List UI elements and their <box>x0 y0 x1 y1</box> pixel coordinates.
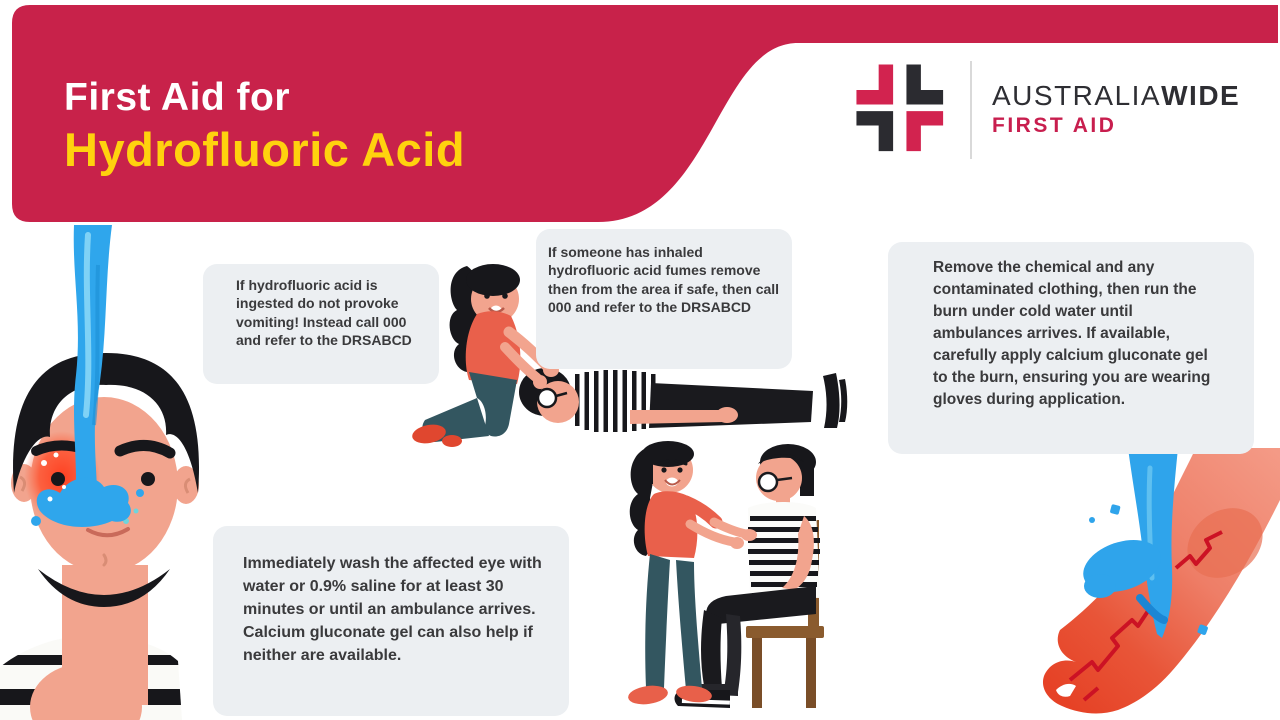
lying-man <box>519 368 847 432</box>
instruction-card-ingestion <box>203 264 439 384</box>
brand-name-bold: WIDE <box>1161 80 1241 111</box>
first-aid-cross-icon <box>852 60 952 160</box>
instruction-text-skin-contact: Remove the chemical and any contaminated clothing, then run the burn under cold water until ambulances arrives. If available, carefully apply calcium gluconate gel to the burn, ensuring you are wearing gloves during application. <box>933 259 1211 408</box>
instruction-text-inhalation: If someone has inhaled hydrofluoric acid fumes remove then from the area if safe, then call 000 and refer to the DRSABCD <box>548 244 780 316</box>
page-title-line1: First Aid for <box>64 76 291 119</box>
brand-name <box>992 80 1240 112</box>
page-title <box>64 74 465 178</box>
logo-text <box>992 80 1240 140</box>
instruction-card-inhalation <box>536 229 792 369</box>
instruction-card-eye-contact <box>213 526 569 716</box>
page-title-line2: Hydrofluoric Acid <box>64 123 466 176</box>
brand-name-regular: AUSTRALIA <box>992 80 1162 111</box>
instruction-card-skin-contact <box>888 242 1254 454</box>
instruction-text-eye-contact: Immediately wash the affected eye with water or 0.9% saline for at least 30 minutes or until an ambulance arrives. Calcium gluconate gel can also help if neither are available. <box>243 555 542 664</box>
arm-rinse-illustration <box>1000 448 1280 720</box>
eye-wash-man-illustration <box>0 225 212 720</box>
reassurance-scene-illustration <box>598 438 885 720</box>
instruction-text-ingestion: If hydrofluoric acid is ingested do not provoke vomiting! Instead call 000 and refer to the DRSABCD <box>236 277 412 349</box>
logo-divider <box>970 61 972 159</box>
brand-tagline: FIRST AID <box>992 114 1117 137</box>
brand-logo <box>852 60 1240 160</box>
